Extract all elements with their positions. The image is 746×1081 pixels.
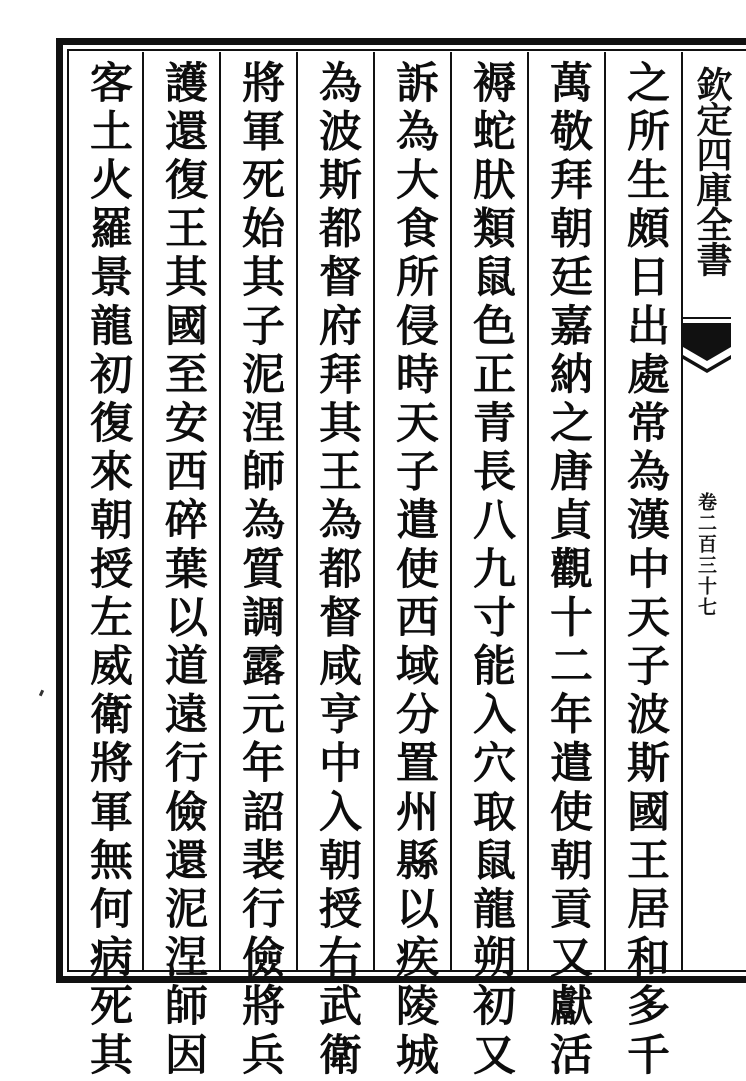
text-column-4 bbox=[373, 52, 450, 1081]
text-column-7 bbox=[142, 52, 219, 1081]
column-text: 萬敬拜朝廷嘉納之唐貞觀十二年遣使朝貢又獻活 bbox=[543, 60, 593, 1081]
column-text: 為波斯都督府拜其王為都督咸亨中入朝授右武衛 bbox=[312, 60, 362, 1081]
column-text: 將軍死始其子泥涅師為質調露元年詔裴行儉將兵 bbox=[235, 60, 285, 1081]
text-column-6 bbox=[219, 52, 296, 1081]
text-column-1 bbox=[604, 52, 681, 1081]
ink-speck bbox=[39, 690, 44, 697]
column-text: 客土火羅景龍初復來朝授左威衛將軍無何病死其 bbox=[83, 60, 133, 1081]
text-column-8 bbox=[69, 52, 142, 1081]
column-text: 訴為大食所侵時天子遣使西域分置州縣以疾陵城 bbox=[389, 60, 439, 1081]
column-text: 護還復王其國至安西碎葉以道遠行儉還泥涅師因 bbox=[158, 60, 208, 1081]
column-text: 之所生頗日出處常為漢中天子波斯國王居和多千 bbox=[620, 60, 670, 1081]
column-text: 褥蛇肰類鼠色正青長八九寸能入穴取鼠龍朔初又 bbox=[466, 60, 516, 1081]
text-column-5 bbox=[296, 52, 373, 1081]
text-column-2 bbox=[527, 52, 604, 1081]
volume-number: 卷二百三十七 bbox=[695, 492, 717, 618]
text-column-3 bbox=[450, 52, 527, 1081]
banner-strip bbox=[681, 52, 731, 970]
fish-tail-ornament bbox=[683, 317, 731, 385]
book-title: 欽定四庫全書 bbox=[691, 66, 733, 276]
